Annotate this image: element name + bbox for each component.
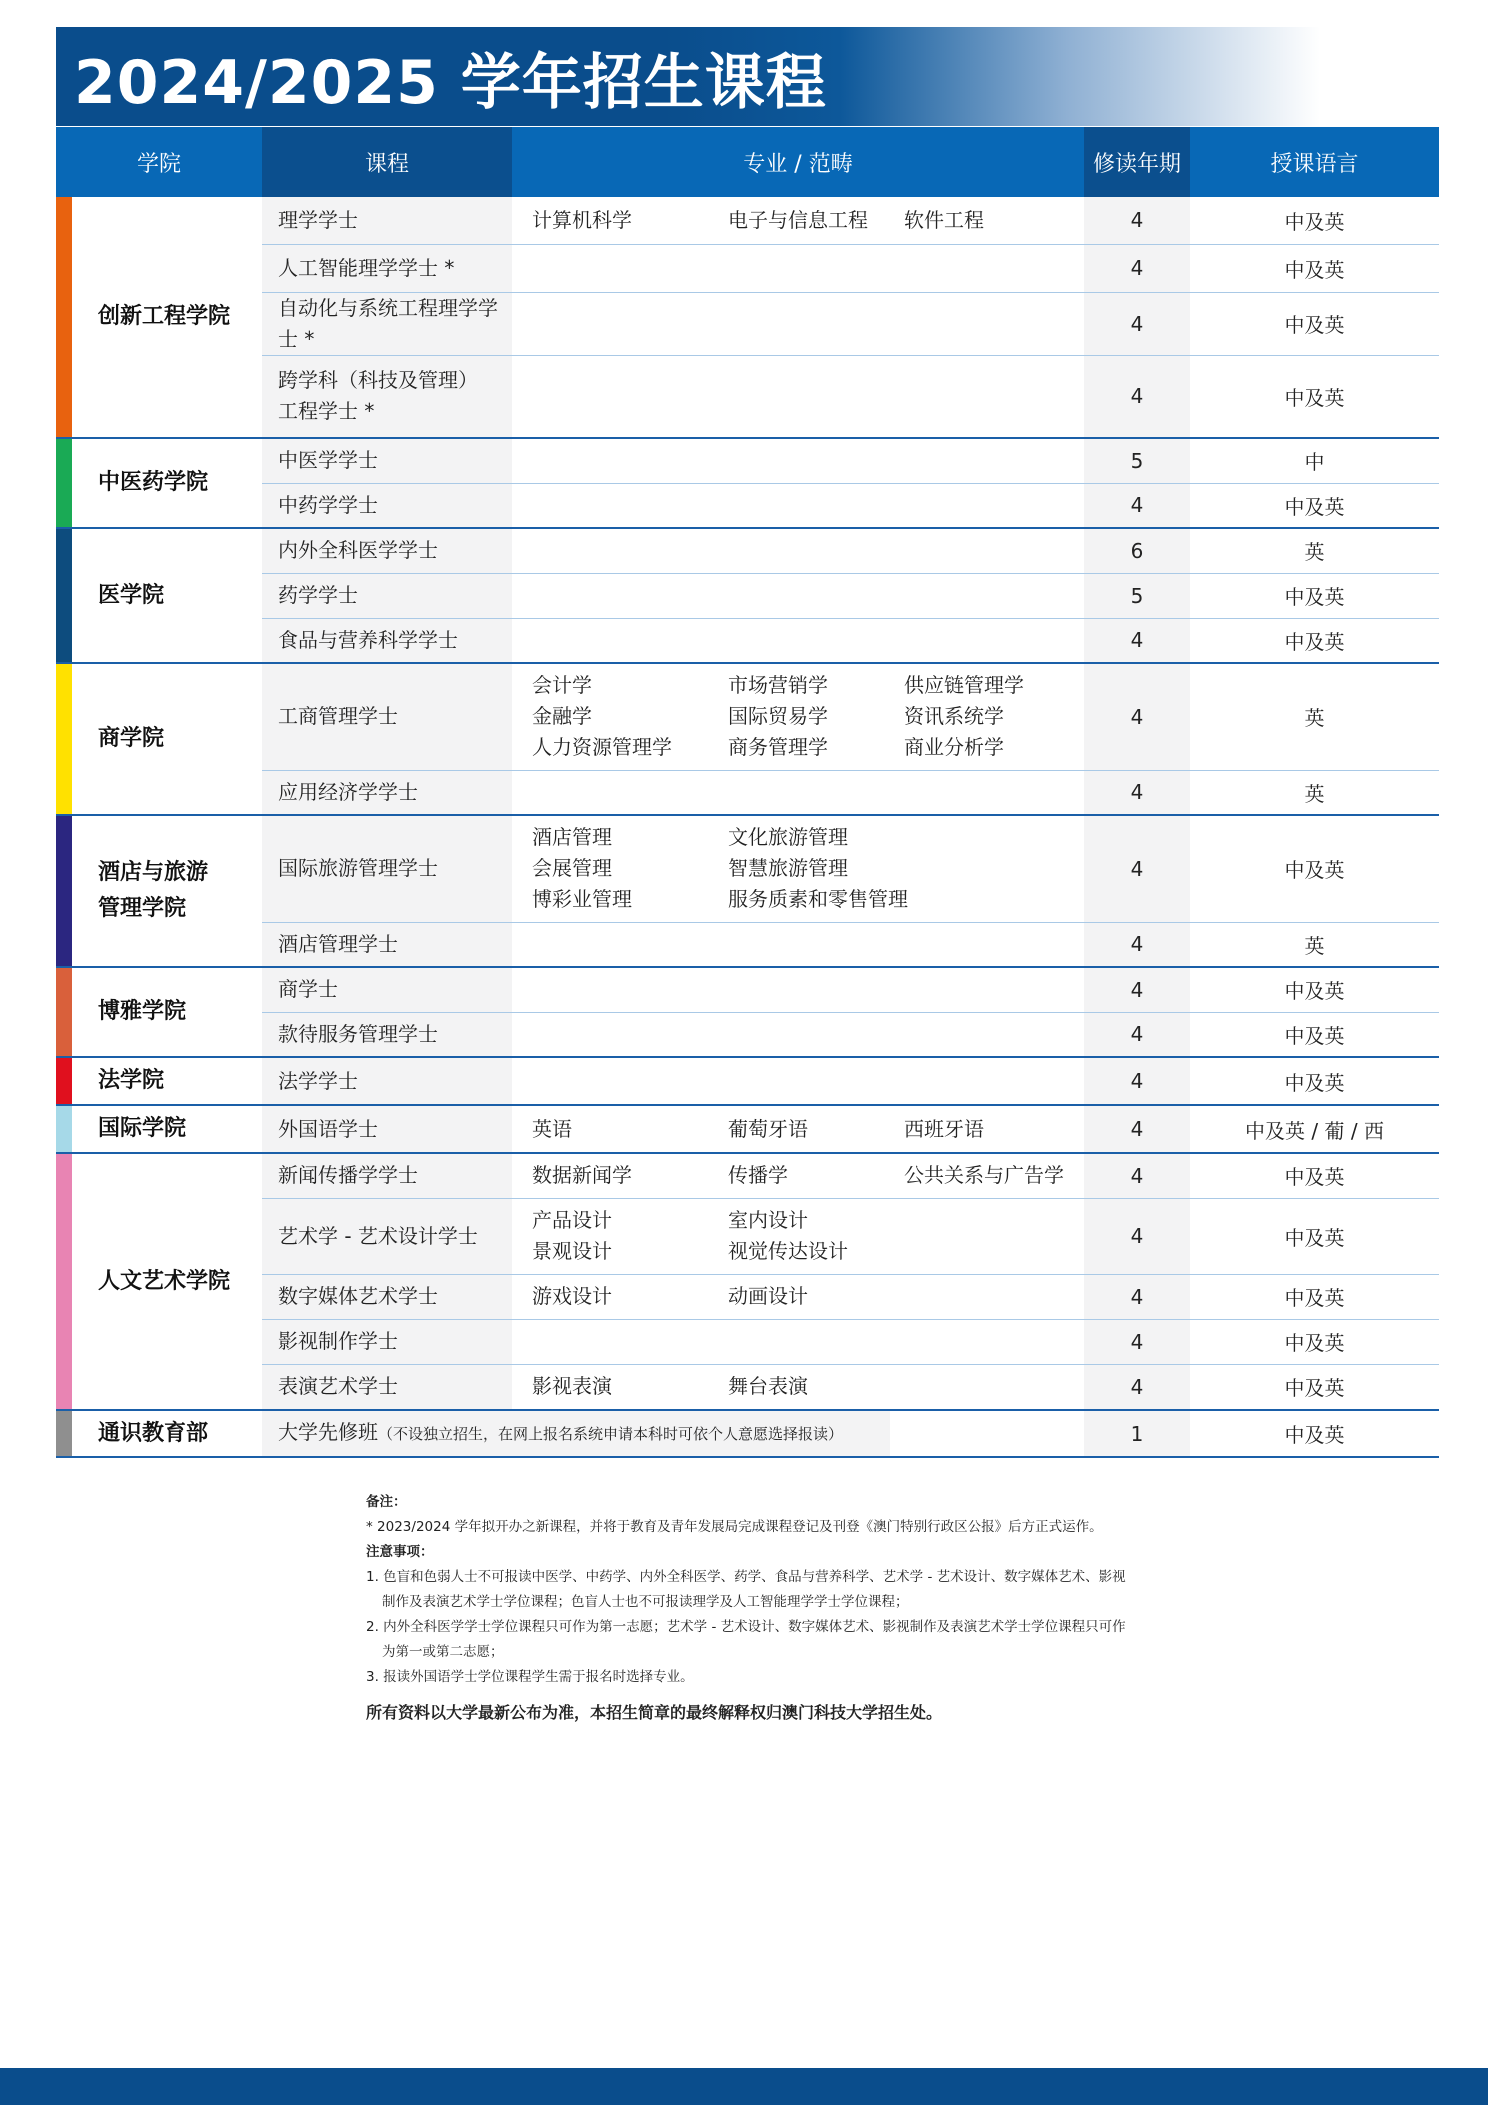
program-name: 食品与营养科学学士: [278, 627, 458, 652]
years-cell: 4: [1084, 815, 1190, 922]
language-cell: 中及英: [1190, 1319, 1439, 1364]
program-cell: [262, 663, 512, 770]
program-cell: [262, 197, 512, 244]
program-cell: [262, 292, 512, 355]
years-cell: 4: [1084, 663, 1190, 770]
years-cell: 4: [1084, 1274, 1190, 1319]
major-item: 传播学: [728, 1163, 788, 1188]
program-name: 影视制作学士: [278, 1329, 398, 1353]
college-cell: [56, 967, 262, 1057]
majors-cell: [512, 922, 1084, 967]
table-header-row: [56, 127, 1439, 197]
majors-cell: [512, 1274, 1084, 1319]
program-name: 新闻传播学学士: [278, 1163, 418, 1188]
table-row: [56, 528, 1439, 573]
major-item: 会展管理: [532, 856, 612, 881]
major-item: [904, 1236, 1084, 1267]
program-name: 大学先修班: [278, 1420, 378, 1444]
table-row: [56, 1410, 1439, 1457]
title-banner: [56, 27, 1320, 126]
table-row: [56, 292, 1439, 355]
college-cell: [56, 663, 262, 815]
major-item: 酒店管理: [532, 825, 612, 850]
program-name: 表演艺术学士: [278, 1374, 398, 1399]
college-cell: [56, 1057, 262, 1105]
program-name: 自动化与系统工程理学学士 *: [278, 295, 498, 351]
program-cell: [262, 1105, 512, 1153]
language-cell: 中及英: [1190, 1198, 1439, 1274]
years-cell: 4: [1084, 618, 1190, 663]
header-language: 授课语言: [1190, 127, 1439, 197]
program-cell: [262, 1057, 512, 1105]
majors-cell: [512, 528, 1084, 573]
program-cell: [262, 573, 512, 618]
table-row: [56, 1274, 1439, 1319]
college-name: 人文艺术学院: [98, 1268, 231, 1294]
years-cell: 6: [1084, 528, 1190, 573]
language-cell: 中及英: [1190, 292, 1439, 355]
header-college: 学院: [56, 127, 262, 197]
major-item: 景观设计: [532, 1239, 612, 1263]
majors-cell: [512, 355, 1084, 438]
program-name: 中医学学士: [278, 448, 378, 473]
program-name: 人工智能理学学士 *: [278, 255, 455, 280]
majors-cell: [512, 1105, 1084, 1153]
program-name: 酒店管理学士: [278, 931, 398, 956]
language-cell: 中及英: [1190, 1274, 1439, 1319]
language-cell: 中及英: [1190, 1410, 1439, 1457]
majors-cell: [512, 1319, 1084, 1364]
majors-cell: [512, 1364, 1084, 1410]
college-color-stripe: [56, 197, 72, 437]
college-color-stripe: [56, 1154, 72, 1409]
college-name: 国际学院: [98, 1116, 187, 1141]
language-cell: 中及英: [1190, 815, 1439, 922]
years-cell: 4: [1084, 1057, 1190, 1105]
majors-cell: [512, 197, 1084, 244]
attention-item-3: 3. 报读外国语学士学位课程学生需于报名时选择专业。: [366, 1669, 694, 1685]
language-cell: 英: [1190, 770, 1439, 815]
table-row: [56, 1105, 1439, 1153]
program-name: 数字媒体艺术学士: [278, 1284, 438, 1308]
program-cell: [262, 1012, 512, 1057]
major-item: 英语: [532, 1116, 572, 1141]
years-cell: 4: [1084, 922, 1190, 967]
program-name: 款待服务管理学士: [278, 1021, 438, 1046]
program-name: 艺术学 - 艺术设计学士: [278, 1223, 478, 1248]
college-cell: [56, 1153, 262, 1410]
major-item: 商务管理学: [728, 735, 828, 760]
table-row: [56, 1198, 1439, 1274]
years-cell: 4: [1084, 967, 1190, 1012]
major-item: [904, 1371, 1084, 1402]
college-cell: [56, 1105, 262, 1153]
years-cell: 4: [1084, 197, 1190, 244]
years-cell: 4: [1084, 292, 1190, 355]
college-color-stripe: [56, 1411, 72, 1456]
header-years: 修读年期: [1084, 127, 1190, 197]
language-cell: 中: [1190, 438, 1439, 483]
table-row: [56, 922, 1439, 967]
college-cell: [56, 528, 262, 663]
college-cell: [56, 197, 262, 438]
majors-cell: [512, 1012, 1084, 1057]
header-majors: 专业 / 范畴: [512, 127, 1084, 197]
majors-cell: [512, 1198, 1084, 1274]
program-name: 工商管理学士: [278, 704, 398, 729]
major-item: 计算机科学: [532, 207, 632, 232]
program-cell: [262, 618, 512, 663]
majors-cell: [512, 573, 1084, 618]
language-cell: 中及英: [1190, 244, 1439, 292]
remarks-title: 备注：: [366, 1494, 407, 1510]
college-color-stripe: [56, 968, 72, 1056]
years-cell: 5: [1084, 573, 1190, 618]
table-row: [56, 355, 1439, 438]
final-statement: 所有资料以大学最新公布为准，本招生简章的最终解释权归澳门科技大学招生处。: [366, 1703, 943, 1722]
major-item: 人力资源管理学: [532, 735, 672, 760]
majors-cell: [512, 292, 1084, 355]
years-cell: 4: [1084, 483, 1190, 528]
college-cell: [56, 438, 262, 528]
major-item: 软件工程: [904, 207, 984, 232]
major-item: 数据新闻学: [532, 1163, 632, 1188]
language-cell: 中及英: [1190, 1057, 1439, 1105]
major-item: 电子与信息工程: [728, 207, 868, 232]
language-cell: 中及英: [1190, 618, 1439, 663]
years-cell: 4: [1084, 1012, 1190, 1057]
years-cell: 4: [1084, 1198, 1190, 1274]
program-name: 外国语学士: [278, 1116, 378, 1141]
program-name: 应用经济学学士: [278, 779, 418, 804]
program-cell: [262, 922, 512, 967]
majors-cell: [512, 815, 1084, 922]
college-name: 创新工程学院: [98, 304, 231, 329]
college-color-stripe: [56, 1106, 72, 1152]
major-item: [904, 884, 1084, 915]
majors-cell: [512, 770, 1084, 815]
major-item: 国际贸易学: [728, 704, 828, 729]
program-name: 理学学士: [278, 207, 358, 232]
language-cell: 中及英: [1190, 967, 1439, 1012]
attention-title: 注意事项：: [366, 1544, 434, 1560]
table-row: [56, 815, 1439, 922]
program-cell: [262, 1274, 512, 1319]
program-name: 跨学科（科技及管理）: [278, 368, 478, 393]
major-item: 影视表演: [532, 1374, 612, 1399]
major-item: [904, 822, 1084, 853]
major-item: 金融学: [532, 704, 592, 729]
years-cell: 4: [1084, 1364, 1190, 1410]
language-cell: 中及英 / 葡 / 西: [1190, 1105, 1439, 1153]
majors-cell: [512, 244, 1084, 292]
table-row: [56, 967, 1439, 1012]
major-item: 视觉传达设计: [728, 1239, 848, 1263]
years-cell: 4: [1084, 1153, 1190, 1198]
major-item: 西班牙语: [904, 1116, 984, 1141]
program-name: 法学学士: [278, 1068, 358, 1093]
major-item: 室内设计: [728, 1208, 808, 1232]
program-name-line2: 工程学士 *: [278, 399, 375, 424]
major-item: 服务质素和零售管理: [728, 887, 908, 912]
program-cell: [262, 1153, 512, 1198]
major-item: 游戏设计: [532, 1284, 612, 1308]
college-color-stripe: [56, 1058, 72, 1104]
program-cell: [262, 528, 512, 573]
table-row: [56, 1012, 1439, 1057]
major-item: 公共关系与广告学: [904, 1163, 1064, 1188]
college-color-stripe: [56, 664, 72, 814]
majors-cell: [512, 1153, 1084, 1198]
language-cell: 英: [1190, 528, 1439, 573]
language-cell: 中及英: [1190, 1364, 1439, 1410]
page-title: 2024/2025 学年招生课程: [74, 48, 827, 118]
years-cell: 5: [1084, 438, 1190, 483]
program-cell: [262, 244, 512, 292]
header-program: 课程: [262, 127, 512, 197]
major-item: 舞台表演: [728, 1374, 808, 1399]
majors-cell: [512, 663, 1084, 770]
majors-cell: [512, 967, 1084, 1012]
program-cell: [262, 1198, 512, 1274]
language-cell: 英: [1190, 663, 1439, 770]
years-cell: 4: [1084, 1319, 1190, 1364]
major-item: 动画设计: [728, 1284, 808, 1308]
college-name: 商学院: [98, 726, 165, 751]
program-cell: [262, 815, 512, 922]
majors-cell: [512, 1057, 1084, 1105]
table-row: [56, 770, 1439, 815]
table-row: [56, 1153, 1439, 1198]
table-row: [56, 244, 1439, 292]
college-name: 博雅学院: [98, 999, 187, 1024]
language-cell: 中及英: [1190, 197, 1439, 244]
college-color-stripe: [56, 439, 72, 527]
notes-section: [366, 1490, 1126, 1725]
major-item: [904, 1281, 1084, 1312]
table-body: [56, 197, 1439, 1457]
program-name: 国际旅游管理学士: [278, 856, 438, 881]
major-item: 资讯系统学: [904, 704, 1004, 729]
college-cell: [56, 1410, 262, 1457]
program-cell: [262, 438, 512, 483]
language-cell: 英: [1190, 922, 1439, 967]
program-name: 药学学士: [278, 583, 358, 607]
program-cell: [262, 770, 512, 815]
table-row: [56, 1319, 1439, 1364]
years-cell: 4: [1084, 770, 1190, 815]
language-cell: 中及英: [1190, 1153, 1439, 1198]
language-cell: 中及英: [1190, 355, 1439, 438]
courses-table: [56, 127, 1439, 1458]
major-item: 葡萄牙语: [728, 1116, 808, 1141]
table-row: [56, 438, 1439, 483]
language-cell: 中及英: [1190, 573, 1439, 618]
table-row: [56, 197, 1439, 244]
major-item: 会计学: [532, 673, 592, 698]
major-item: 智慧旅游管理: [728, 856, 848, 881]
program-cell: [262, 1364, 512, 1410]
college-name: 医学院: [98, 582, 165, 608]
program-cell: [262, 1410, 1084, 1457]
college-color-stripe: [56, 529, 72, 662]
table-row: [56, 618, 1439, 663]
table-row: [56, 1057, 1439, 1105]
college-cell: [56, 815, 262, 967]
major-item: 文化旅游管理: [728, 825, 848, 850]
program-cell: [262, 1319, 512, 1364]
table-row: [56, 573, 1439, 618]
majors-cell: [512, 483, 1084, 528]
college-color-stripe: [56, 816, 72, 966]
attention-item-2: 2. 内外全科医学学士学位课程只可作为第一志愿；艺术学 - 艺术设计、数字媒体艺术、影视制作及表演艺术学士学位课程只可作为第一或第二志愿；: [366, 1619, 1126, 1660]
majors-cell: [512, 618, 1084, 663]
major-item: 供应链管理学: [904, 673, 1024, 698]
program-name: 内外全科医学学士: [278, 538, 438, 563]
program-name: 中药学学士: [278, 492, 378, 517]
table-row: [56, 663, 1439, 770]
program-cell: [262, 355, 512, 438]
major-item: [904, 1205, 1084, 1236]
major-item: 博彩业管理: [532, 887, 632, 912]
college-name: 通识教育部: [98, 1420, 209, 1446]
college-name-line2: 管理学院: [98, 896, 187, 921]
major-item: 市场营销学: [728, 673, 828, 698]
table-row: [56, 483, 1439, 528]
program-name: 商学士: [278, 977, 338, 1002]
attention-item-1: 1. 色盲和色弱人士不可报读中医学、中药学、内外全科医学、药学、食品与营养科学、艺术学 - 艺术设计、数字媒体艺术、影视制作及表演艺术学士学位课程；色盲人士也不可报读理学及人工智能理学学士学位课程；: [366, 1569, 1126, 1610]
language-cell: 中及英: [1190, 1012, 1439, 1057]
table-row: [56, 1364, 1439, 1410]
majors-cell: [512, 438, 1084, 483]
program-note: （不设独立招生，在网上报名系统申请本科时可依个人意愿选择报读）: [378, 1425, 844, 1443]
major-item: 产品设计: [532, 1208, 612, 1232]
years-cell: 4: [1084, 244, 1190, 292]
years-cell: 1: [1084, 1410, 1190, 1457]
remark-text: * 2023/2024 学年拟开办之新课程，并将于教育及青年发展局完成课程登记及刊登《澳门特别行政区公报》后方正式运作。: [366, 1519, 1103, 1535]
years-cell: 4: [1084, 355, 1190, 438]
college-name: 法学院: [98, 1068, 165, 1093]
college-name: 中医药学院: [98, 470, 209, 495]
major-item: [904, 853, 1084, 884]
program-cell: [262, 483, 512, 528]
major-item: 商业分析学: [904, 735, 1004, 760]
years-cell: 4: [1084, 1105, 1190, 1153]
program-cell: [262, 967, 512, 1012]
footer-bar: [0, 2068, 1488, 2105]
college-name: 酒店与旅游: [98, 860, 209, 885]
language-cell: 中及英: [1190, 483, 1439, 528]
